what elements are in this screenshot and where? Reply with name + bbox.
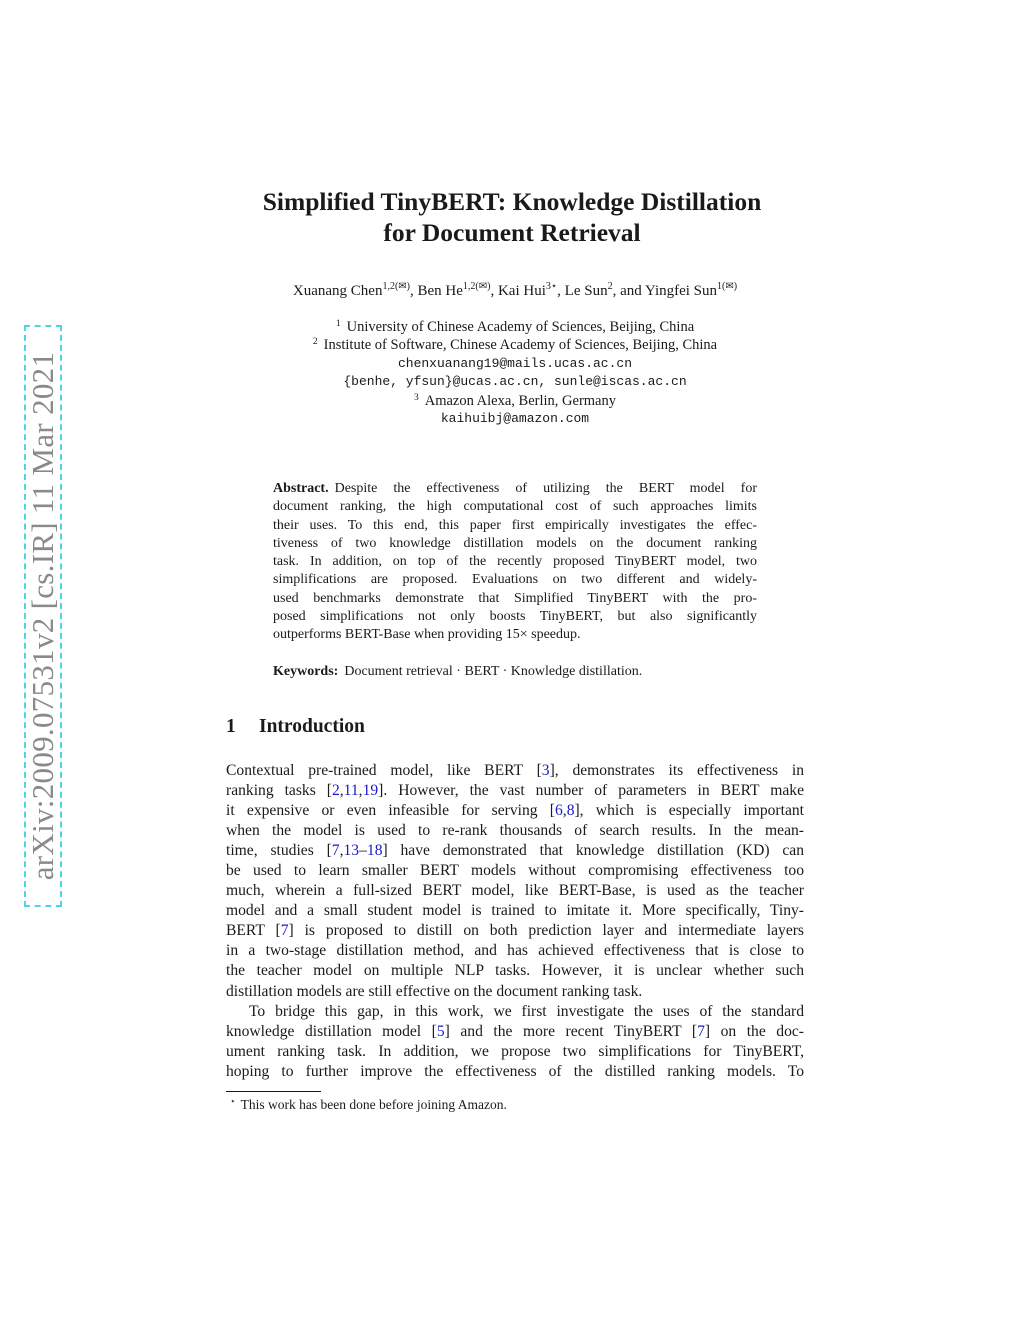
abstract-line [273, 571, 757, 589]
body-line [226, 982, 804, 1002]
citation-link[interactable]: 8 [566, 802, 575, 820]
footnote-rule [226, 1091, 321, 1092]
affiliations [0, 318, 1024, 428]
citation-link[interactable]: 19 [362, 782, 379, 800]
abstract [273, 480, 757, 645]
author-name: Xuanang Chen [292, 283, 383, 299]
body-line [226, 781, 804, 801]
keywords-label: Keywords: [273, 664, 339, 679]
author-affiliation-mark: 1,2(✉) [382, 281, 411, 292]
abstract-text: document ranking, the high computational cost of such approaches limits [273, 499, 757, 515]
citation-link[interactable]: 7 [280, 922, 289, 940]
email-line-2[interactable]: {benhe, yfsun}@ucas.ac.cn, sunle@iscas.ac.cn [343, 374, 687, 390]
email-line-1[interactable]: chenxuanang19@mails.ucas.ac.cn [397, 355, 633, 371]
body-text-run: ]. However, the vast number of parameters in BERT make [378, 782, 805, 800]
body-text-run: time, studies [ [226, 842, 332, 860]
body-line [226, 801, 804, 821]
section-heading [226, 716, 365, 738]
affiliation-mark: 1 [335, 319, 341, 329]
body-text-run: To bridge this gap, in this work, we first investigate the uses of the standard [249, 1002, 804, 1020]
body-text-run: much, wherein a full-sized BERT model, like BERT-Base, is used as the teacher [226, 882, 804, 900]
affiliation-2 [0, 336, 1024, 354]
paper-title [0, 186, 1024, 248]
citation-link[interactable]: 3 [541, 762, 550, 779]
affiliation-text: University of Chinese Academy of Sciences, Beijing, China [346, 319, 695, 335]
abstract-label: Abstract. [273, 481, 329, 496]
body-text-run: ument ranking task. In addition, we propose two simplifications for TinyBERT, [226, 1042, 804, 1060]
author-name: Kai Hui [497, 283, 546, 299]
citation-link[interactable]: 18 [366, 842, 383, 860]
affiliation-mark: 3 [413, 392, 419, 403]
body-text-run: in a two-stage distillation method, and has achieved effectiveness that is close to [226, 942, 804, 960]
body-text-run: ] have demonstrated that knowledge distillation (KD) can [382, 842, 805, 860]
abstract-text: tiveness of two knowledge distillation models on the document ranking [273, 535, 757, 551]
body-line [226, 961, 804, 981]
author-affiliation-mark: 3⋆ [545, 281, 558, 292]
body-line [226, 761, 804, 781]
body-line [226, 941, 804, 961]
abstract-line [273, 553, 757, 571]
author-affiliation-mark: 1,2(✉) [462, 281, 491, 292]
keywords-text: Document retrieval · BERT · Knowledge distillation. [344, 664, 643, 679]
abstract-line [273, 608, 757, 626]
keywords [273, 664, 642, 680]
body-text-run: model and a small student model is trained to imitate it. More specifically, Tiny- [226, 902, 804, 920]
body-text-run: when the model is used to re-rank thousands of search results. In the mean- [226, 822, 804, 840]
title-line-1: Simplified TinyBERT: Knowledge Distillation [262, 187, 762, 216]
author-separator: , [410, 283, 418, 299]
section-title: Introduction [259, 716, 365, 737]
body-text-run: , [562, 802, 567, 820]
body-line [226, 1062, 804, 1082]
body-text-run: Contextual pre-trained model, like BERT [ [226, 762, 542, 779]
author-separator: , and [612, 283, 645, 299]
title-line-2: for Document Retrieval [383, 218, 641, 247]
section-number: 1 [226, 716, 236, 737]
citation-link[interactable]: 13 [343, 842, 360, 860]
author-name: Ben He [417, 283, 463, 299]
body-line [226, 821, 804, 841]
body-line [226, 881, 804, 901]
body-line [226, 1002, 804, 1022]
abstract-text: outperforms BERT-Base when providing 15× speedup. [273, 627, 581, 643]
body-text-run: , [339, 782, 344, 800]
abstract-line [273, 590, 757, 608]
abstract-line [273, 535, 757, 553]
author-name: Le Sun [564, 283, 608, 299]
citation-link[interactable]: 7 [331, 842, 340, 860]
citation-link[interactable]: 5 [436, 1022, 445, 1040]
footnote-mark: ⋆ [230, 1096, 236, 1106]
abstract-line [273, 626, 757, 644]
body-text-run: the teacher model on multiple NLP tasks. However, it is unclear whether such [226, 962, 804, 980]
body-text-run: BERT [ [226, 922, 281, 940]
citation-link[interactable]: 7 [697, 1022, 705, 1040]
body-text-run: be used to learn smaller BERT models without compromising effectiveness too [226, 862, 804, 880]
affiliation-3 [0, 392, 1024, 410]
abstract-text: used benchmarks demonstrate that Simplified TinyBERT with the pro- [273, 590, 757, 606]
body-text-run: ] on the doc- [704, 1022, 804, 1040]
body-text-run: ], which is especially important [574, 802, 804, 820]
abstract-text: task. In addition, on top of the recently proposed TinyBERT model, two [273, 554, 757, 570]
author-affiliation-mark: 1(✉) [717, 281, 738, 292]
author-separator: , [490, 283, 498, 299]
body-text-run: ] and the more recent TinyBERT [ [444, 1022, 698, 1040]
body-text-run: – [359, 842, 367, 860]
author-name: Yingfei Sun [644, 283, 718, 299]
author-affiliation-mark: 2 [607, 281, 613, 292]
body-text-run: ranking tasks [ [226, 782, 332, 800]
affiliation-text: Institute of Software, Chinese Academy of Sciences, Beijing, China [323, 337, 718, 354]
body-text [226, 761, 804, 1082]
abstract-text: posed simplifications not only boosts TinyBERT, but also significantly [273, 609, 757, 625]
footnote-text: This work has been done before joining Amazon. [240, 1097, 507, 1112]
citation-link[interactable]: 11 [343, 782, 359, 800]
author-separator: , [557, 283, 565, 299]
body-text-run: it expensive or even infeasible for serving [ [226, 802, 555, 820]
body-text-run: ], demonstrates its effectiveness in [549, 762, 805, 779]
body-text-run: hoping to further improve the effectiveness of the distilled ranking models. To [226, 1062, 804, 1080]
abstract-line [273, 498, 757, 516]
body-text-run: ] is proposed to distill on both prediction layer and intermediate layers [288, 922, 804, 940]
abstract-text: Despite the effectiveness of utilizing the BERT model for [334, 481, 757, 496]
body-text-run: , [358, 782, 363, 800]
body-text-run: knowledge distillation model [ [226, 1022, 437, 1040]
body-text-run: distillation models are still effective on the document ranking task. [226, 982, 643, 1000]
body-text-run: , [339, 842, 344, 860]
abstract-text: their uses. To this end, this paper first empirically investigates the effec- [273, 517, 757, 533]
body-line [226, 901, 804, 921]
abstract-text: simplifications are proposed. Evaluations on two different and widely- [273, 572, 757, 588]
body-line [226, 861, 804, 881]
abstract-line [273, 517, 757, 535]
citation-link[interactable]: 6 [554, 802, 563, 820]
affiliation-text: Amazon Alexa, Berlin, Germany [424, 392, 616, 409]
citation-link[interactable]: 2 [331, 782, 340, 800]
affiliation-1 [0, 318, 1024, 336]
email-line-3[interactable]: kaihuibj@amazon.com [440, 411, 590, 427]
body-line [226, 1022, 804, 1042]
affiliation-mark: 2 [312, 337, 318, 348]
footnote [230, 1096, 507, 1113]
arxiv-identifier[interactable]: arXiv:2009.07531v2 [cs.IR] 11 Mar 2021 [25, 351, 60, 881]
abstract-line [273, 480, 757, 498]
body-line [226, 1042, 804, 1062]
author-list [0, 283, 1024, 300]
body-line [226, 921, 804, 941]
body-line [226, 841, 804, 861]
